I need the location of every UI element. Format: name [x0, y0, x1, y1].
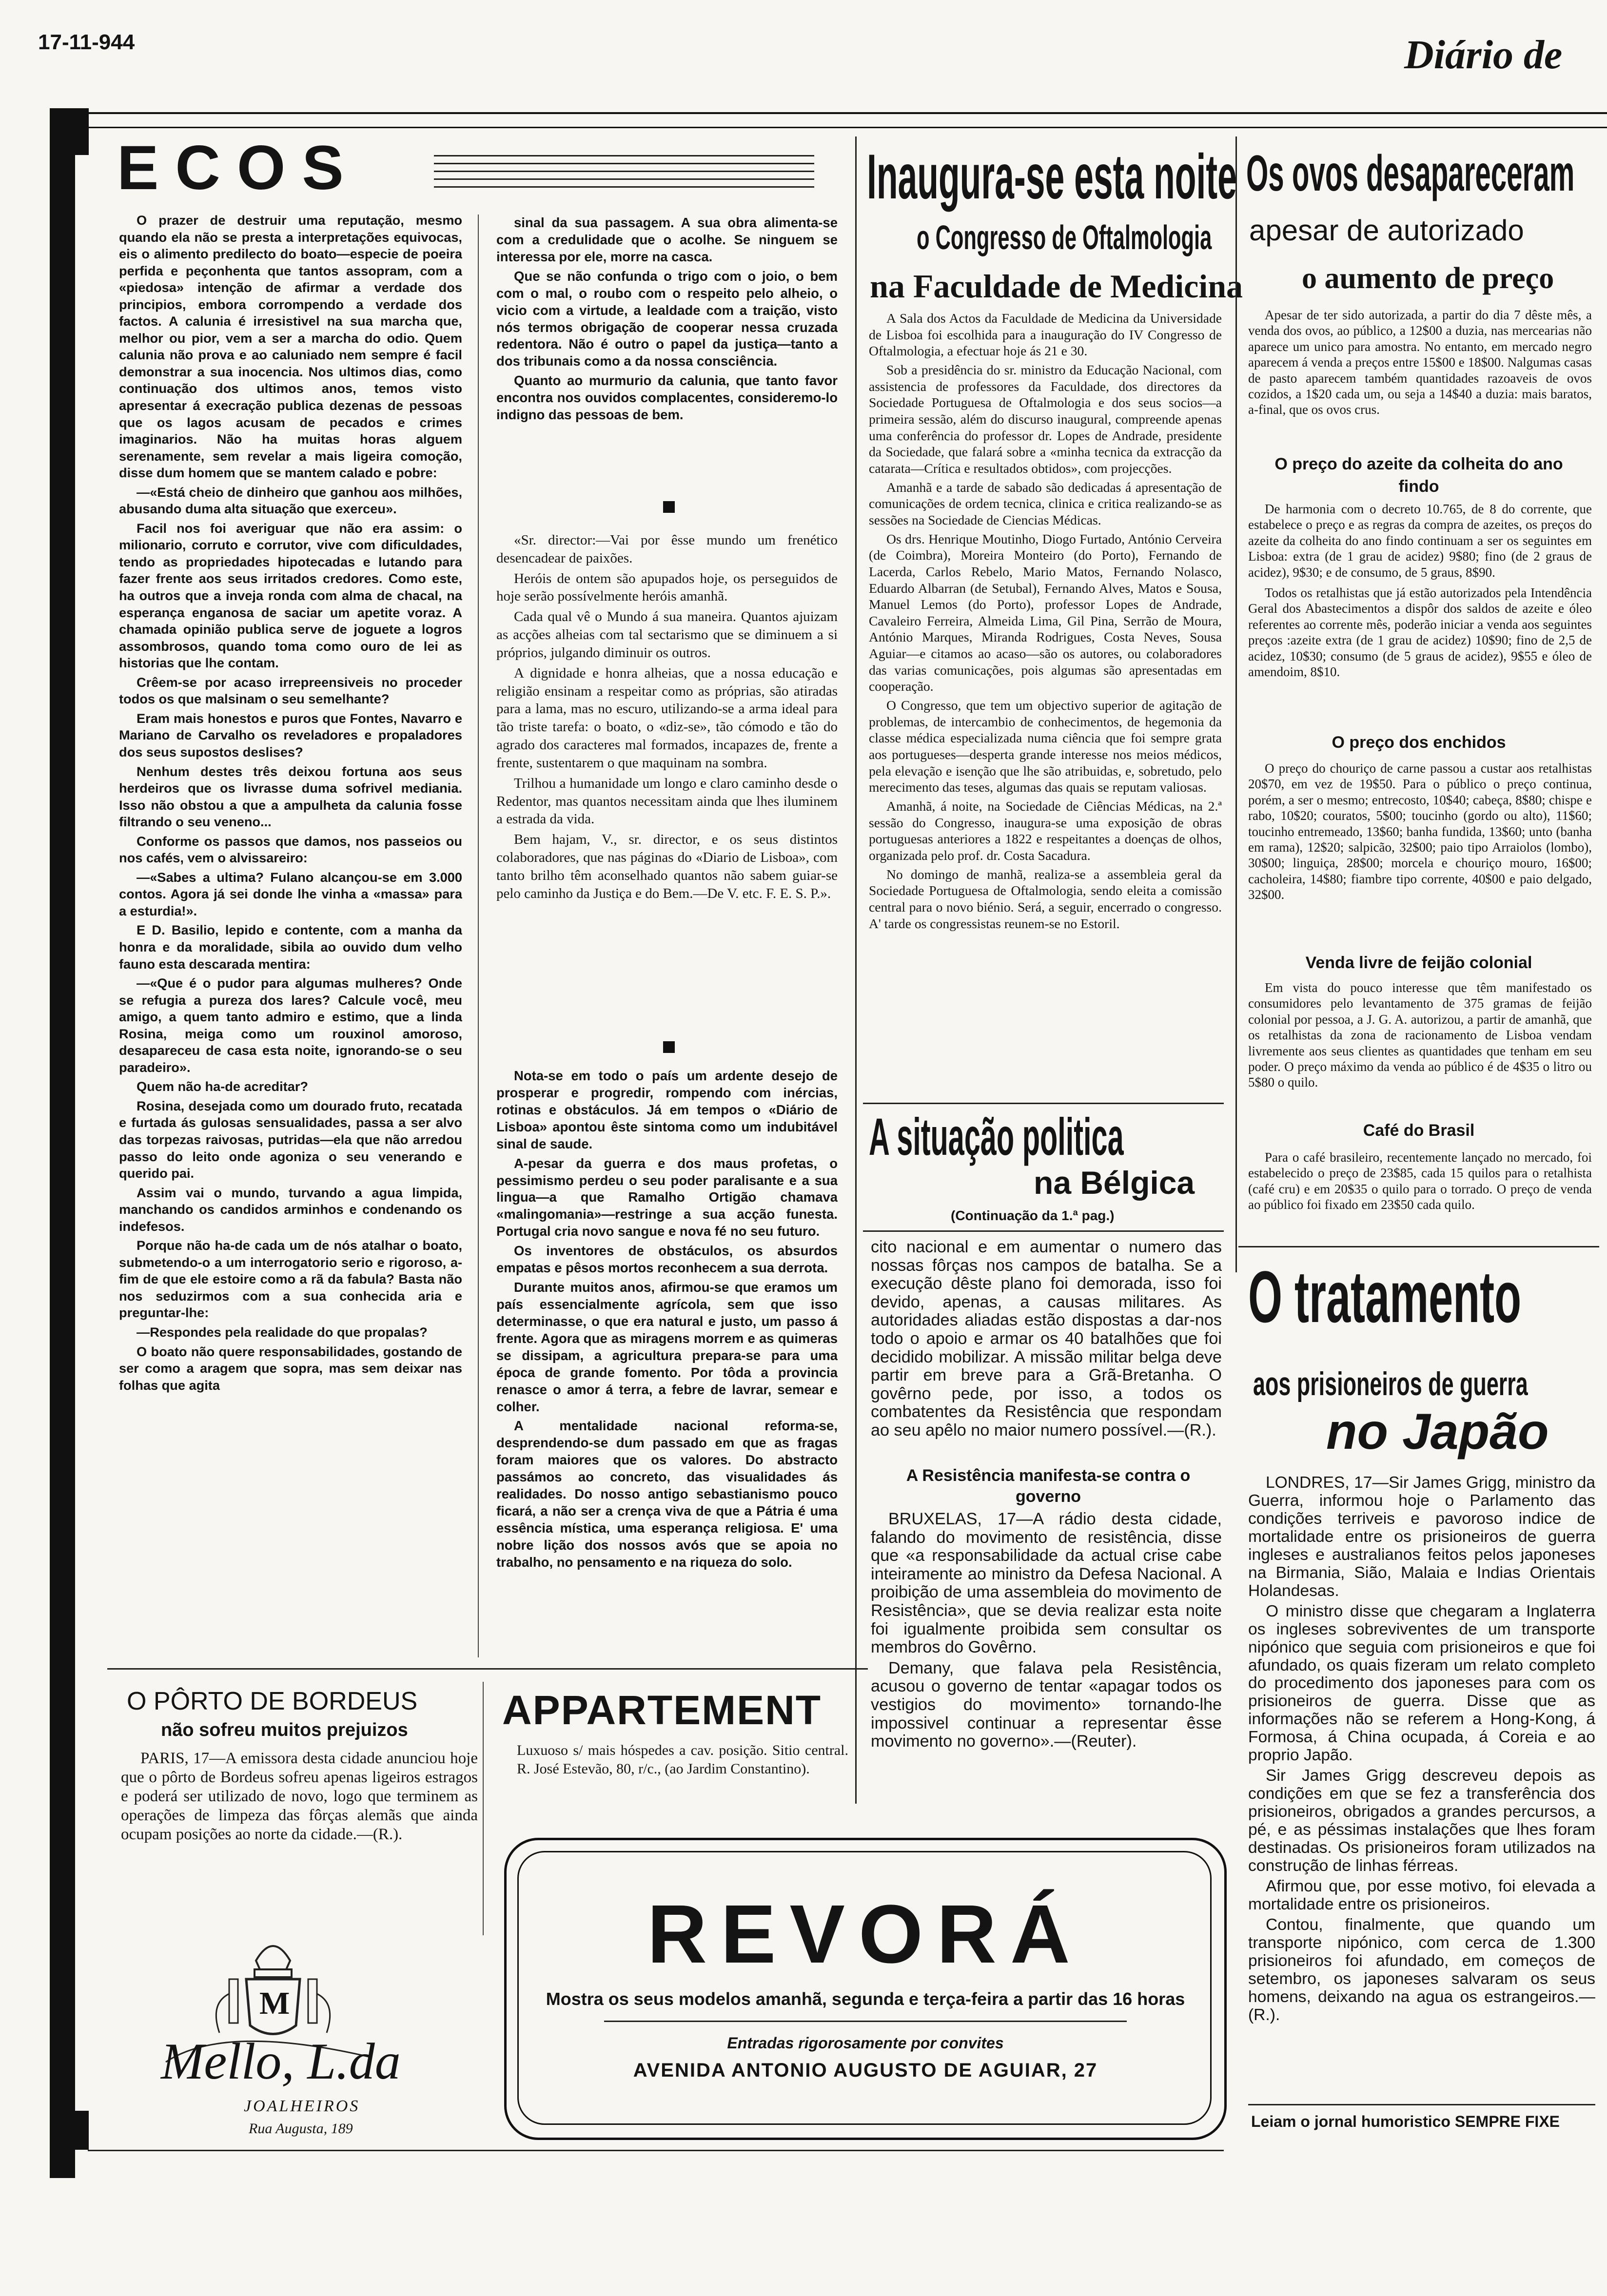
mello-address: Rua Augusta, 189: [249, 2121, 353, 2137]
ecos-separator-1: [663, 501, 675, 513]
azeite-heading: O preço do azeite da colheita do ano findo: [1274, 455, 1563, 496]
ecos-paragraph: Nota-se em todo o país um ardente desejo de prosperar e progredir, rompendo com inércias, rotinas e obstáculos. Já em tempos o «Diário de Lisboa» apontou êste sintoma como um indubitável sinal de saude.: [496, 1068, 838, 1151]
left-margin-block-top: [50, 108, 89, 155]
ecos-letter-paragraph: Cada qual vê o Mundo á sua maneira. Quantos ajuizam as acções alheias com tal sectarismo que se diminuem a si próprios, julgando diminuir os outros.: [496, 609, 838, 661]
congresso-paragraph: Amanhã e a tarde de sabado são dedicadas á apresentação de comunicações de ordem tecnica, clinica e critica realizando-se as sessões na Sociedade de Ciencias Médicas.: [869, 479, 1222, 527]
cafe-heading: Café do Brasil: [1363, 1121, 1475, 1140]
azeite-body-2: Todos os retalhistas que já estão autorizados pela Intendência Geral dos Abastecimentos a dispôr dos saldos de azeite e óleo referentes ao corrente mês, poderão iniciar a venda aos seguintes preços :azeite extra (de 1 grau de acidez) 10$90; fino de 2,5 de acidez, 10$30; consumo (de 5 graus de acidez), 9$55 e óleo de amendoim, 8$10.: [1248, 585, 1592, 679]
ecos-paragraph: Que se não confunda o trigo com o joio, o bem com o mal, o roubo com o respeito pelo alheio, o vicio com a virtude, a lealdade com a traição, visto nós termos obrigação de cooperar nessa cruzada redentora. Não é outro o papel da justiça—tanto a dos tribunais como a da nossa consciência.: [496, 268, 838, 369]
congresso-subheadline: o Congresso de Oftalmologia: [917, 218, 1212, 256]
ecos-paragraph: Quem não ha-de acreditar?: [137, 1079, 309, 1094]
ecos-paragraph: O prazer de destruir uma reputação, mesmo quando ela não se presta a interpretações equivocas, eis o alimento predilecto do boato—especie de poeira perfida e peçonhenta que tantos assopram, com a «piedosa» intenção de afirmar a verdade dos principios, embora corrompendo a verdade dos factos. A calunia é irresistivel na sua marcha que, melhor ou pior, vem a ser a marcha do odio. Quem calunia não prova e ao caluniado nem sempre é facil demonstrar a sua inocencia. Nos ultimos dias, como continuação dos ultimos anos, temos visto apresentar á execração publica dezenas de pessoas que os lagos acusam de pecados e crimes imaginarios. Não ha muitas horas alguem serenamente, sem revelar a mais ligeira comoção, disse dum homem que se mantem calado e pobre:: [119, 213, 462, 481]
ecos-letter-paragraph: Bem hajam, V., sr. director, e os seus distintos colaboradores, que nas páginas do «Diario de Lisboa», com tanto brilho têm aconselhado quantos não sabem guiar-se pelo caminho da Justiça e do Bem.—De V. etc. F. E. S. P.».: [496, 832, 838, 901]
ecos-letter-paragraph: Heróis de ontem são apupados hoje, os perseguidos de hoje serão possívelmente heróis amanhã.: [496, 570, 838, 604]
ecos-column-divider: [478, 214, 479, 1657]
masthead-rule-bottom: [54, 127, 1607, 128]
japao-paragraph: O ministro disse que chegaram a Inglaterra os ingleses sobreviventes de um transporte nipónico que seguia com prisioneiros e que foi afundado, os quais fizeram um relato completo do procedimento dos japoneses para com os prisioneiros de guerra. Disse que as informações não se referem a Hong-Kong, á Formosa, á China ocupada, á Coreia e ao proprio Japão.: [1248, 1602, 1595, 1765]
revora-line-1: Mostra os seus modelos amanhã, segunda e terça-feira a partir das 16 horas: [546, 1989, 1185, 2009]
ecos-paragraph: Durante muitos anos, afirmou-se que eramos um país essencialmente agrícola, sem que isso determinasse, o que era natural e justo, um passo á frente. Agora que as miragens morrem e as quimeras se dissipam, a agricultura prepara-se para uma época de grande fomento. Por tôda a provincia renasce o amor á terra, a febre de lavrar, semear e colher.: [496, 1280, 838, 1414]
belgica-headline: A situação politica: [869, 1107, 1124, 1166]
ecos-paragraph: Eram mais honestos e puros que Fontes, Navarro e Mariano de Carvalho os reveladores e propaladores dos seus supostos deslises?: [119, 710, 462, 759]
sempre-fixe-notice: Leiam o jornal humoristico SEMPRE FIXE: [1251, 2113, 1560, 2130]
ovos-subheadline-2: o aumento de preço: [1302, 262, 1554, 295]
ovos-subheadline: apesar de autorizado: [1249, 214, 1524, 247]
belgica-body-2: [871, 1510, 1222, 1822]
congresso-paragraph: A Sala dos Actos da Faculdade de Medicina da Universidade de Lisboa foi escolhida para a inauguração do IV Congresso de Oftalmologia, a efectuar hoje ás 21 e 30.: [869, 311, 1222, 359]
ecos-title-rules: [434, 155, 814, 188]
japao-paragraph: Sir James Grigg descreveu depois as condições em que se fez a transferência dos prisioneiros, obrigados a grandes percursos, a pé, e as péssimas instalações que lhes foram destinadas. Os prisioneiros foram utilizados na construção de linhas férreas.: [1248, 1767, 1595, 1875]
feijao-heading: Venda livre de feijão colonial: [1305, 953, 1532, 972]
belgica-paragraph: Demany, que falava pela Resistência, acusou o governo de tentar «apagar todos os vestigios do movimento» tornando-lhe impossivel continuar a representar êsse movimento no governo».—(Reuter).: [871, 1658, 1222, 1751]
enchidos-body: O preço do chouriço de carne passou a custar aos retalhistas 20$70, em vez de 19$50. Para o público o preço continua, porém, a ser o mesmo; entrecosto, 10$40; cabeça, 8$80; chispe e rabo, 10$20; couratos, 5$00; toucinho (gordo ou alto), 11$60; toucinho entremeado, 13$60; banha fundida, 13$60; unto (banha em rama), 12$20; salpicão, 32$00; paio tipo Arraiolos (lombo), 30$00; linguiça, 28$00; morcela e chouriço mouro, 16$00; cacholeira, 14$80; fiambre tipo corrente, 40$00 e paio delgado, 32$00.: [1248, 761, 1592, 902]
japao-paragraph: LONDRES, 17—Sir James Grigg, ministro da Guerra, informou hoje o Parlamento das condições terriveis e pavoroso indice de mortalidade entre os prisioneiros de guerra ingleses e australianos feitos pelos japoneses na Birmania, Sião, Malaia e Indias Orientais Holandesas.: [1248, 1474, 1595, 1600]
congresso-subheadline-2: na Faculdade de Medicina: [870, 268, 1243, 305]
enchidos-heading: O preço dos enchidos: [1332, 733, 1506, 752]
revora-rule: [604, 2021, 1127, 2022]
ecos-paragraph: E D. Basilio, lepido e contente, com a manha da honra e da moralidade, sibila ao ouvido dum velho fauno esta descarada mentira:: [119, 922, 462, 972]
congresso-bottom-rule: [863, 1103, 1224, 1104]
mello-jeweller-logo: [146, 1916, 400, 2150]
page-date: 17-11-944: [38, 30, 135, 54]
mello-name: Mello, L.da: [161, 2033, 401, 2090]
congresso-paragraph: Os drs. Henrique Moutinho, Diogo Furtado, António Cerveira (de Coimbra), Moreira Monteiro (do Porto), Fernando de Lacerda, Carlos Rebelo, Mario Matos, Fernando Nolasco, Eduardo Albarran (de Setubal), Fernando Alves, Matos e Sousa, Manuel Lemos (do Porto), professor Lopes de Andrade, Cavaleiro Ferreira, Almeida Lima, Gil Pina, Serrão de Moura, António Marques, Miranda Rodrigues, Costa Neves, Sousa Aguiar—e citamos ao acaso—são os autores, ou colaboradores das varias comunicações, pois algumas são apresentadas em cooperação.: [869, 531, 1222, 694]
revora-line-2: Entradas rigorosamente por convites: [727, 2034, 1004, 2052]
left-margin-block-bottom: [50, 2111, 89, 2150]
congresso-paragraph: No domingo de manhã, realiza-se a assembleia geral da Sociedade Portuguesa de Oftalmologia, sendo eleita a comissão central para o novo biénio. Será, a seguir, encerrado o congresso. A' tarde os congressistas reunem-se no Estoril.: [869, 866, 1222, 931]
belgica-subtitle: A Resistência manifesta-se contra o governo: [906, 1466, 1191, 1506]
appartement-body: Luxuoso s/ mais hóspedes a cav. posição. Sitio central. R. José Estevão, 80, r/c., (ao Jardim Constantino).: [517, 1742, 848, 1777]
porto-body: PARIS, 17—A emissora desta cidade anunciou hoje que o pôrto de Bordeus sofreu apenas ligeiros estragos e poderá ser utilizado de novo, logo que terminem as operações de limpeza das fôrças alemãs que ainda ocupam posições ao norte da cidade.—(R.).: [121, 1750, 478, 1843]
revora-title: REVORÁ: [647, 1888, 1084, 1981]
japao-paragraph: Afirmou que, por esse motivo, foi elevada a mortalidade entre os prisioneiros.: [1248, 1877, 1595, 1913]
ecos-separator-2: [663, 1041, 675, 1053]
ecos-paragraph: Crêem-se por acaso irrepreensiveis no proceder todos os que malsinam o seu semelhante?: [119, 674, 462, 707]
japao-top-rule: [1238, 1246, 1599, 1247]
revora-line-3: AVENIDA ANTONIO AUGUSTO DE AGUIAR, 27: [633, 2060, 1098, 2081]
belgica-headline-2: na Bélgica: [1034, 1165, 1195, 1201]
ecos-paragraph: —«Que é o pudor para algumas mulheres? Onde se refugia a pureza dos lares? Calcule você, meu amigo, a quem tanto admiro e estimo, que a linda Rosina, meiga como um rouxinol amoroso, desapareceu de casa esta noite, ignorando-se o seu paradeiro».: [119, 975, 462, 1075]
ecos-paragraph: sinal da sua passagem. A sua obra alimenta-se com a credulidade que o acolhe. Se ninguem se interessa por ele, morre na casca.: [496, 215, 838, 264]
ecos-paragraph: Facil nos foi averiguar que não era assim: o milionario, corruto e corrutor, vive com dificuldades, tendo as propriedades hipotecadas e lutando para fazer frente aos seus irritados credores. Como este, ha outros que a inveja ronda com alma de chacal, na esperança enganosa de saciar um apetite voraz. A chamada opinião publica serve de joguete a logros assombrosos, quando toma como ouro de lei as historias que lhe contam.: [119, 520, 462, 671]
ovos-headline: Os ovos desapareceram: [1246, 145, 1575, 202]
congresso-paragraph: Amanhã, á noite, na Sociedade de Ciências Médicas, na 2.ª sessão do Congresso, inaugura-se uma exposição de obras portuguesas anteriores a 1822 e respeitantes a doenças de olhos, organizada pelo prof. dr. Costa Sacadura.: [869, 798, 1222, 863]
footer-rule: [88, 2150, 1224, 2151]
ecos-paragraph: —«Está cheio de dinheiro que ganhou aos milhões, abusando duma alta situação que exerceu».: [119, 484, 462, 517]
ecos-column-2-bottom: [496, 1068, 838, 1657]
porto-subtitle: não sofreu muitos prejuizos: [161, 1720, 408, 1740]
belgica-body: cito nacional e em aumentar o numero das nossas fôrças nos campos de batalha. Se a execução dêste plano foi demorada, isso foi devido, apenas, a causas militares. As autoridades aliadas estão dispostas a dar-nos todo o apoio e armar os 40 batalhões que foi decidido mobilizar. A missão militar belga deve partir em breve para a Grã-Bretanha. O govêrno pede, por isso, a todos os combatentes da Resistência que respondam ao seu apêlo no maior numero possível.—(R.).: [871, 1238, 1222, 1440]
ecos-paragraph: O boato não quere responsabilidades, gostando de ser como a aragem que sopra, mas sem deixar nas folhas que agita: [119, 1343, 462, 1393]
congresso-headline: Inaugura-se esta noite: [867, 141, 1237, 212]
mello-monogram: M: [259, 1985, 290, 2021]
ecos-paragraph: A mentalidade nacional reforma-se, desprendendo-se dum passado em que as fragas foram maiores que os valores. Do abstracto passámos ao concreto, das visualidades ás realidades. Do nosso antigo sebastianismo pouco ficará, a não ser a crença viva de que a Pátria é uma essência mística, uma esperança religiosa. E' uma nobre lição dos nossos avós que se apoia no trabalho, no pensamento e na riqueza do solo.: [496, 1418, 838, 1570]
masthead-rule-top: [54, 112, 1607, 114]
ecos-letter-paragraph: A dignidade e honra alheias, que a nossa educação e religião ensinam a respeitar como as próprias, são atiradas para a lama, mas no escuro, utilizando-se a arma ideal para tão triste tarefa: o boato, o «diz-se», tão cómodo e tão do agrado dos caracteres mal formados, incapazes de, frente a frente, sustentarem o que maquinam na sombra.: [496, 665, 838, 771]
newspaper-title: Diário de: [1404, 32, 1563, 78]
ecos-paragraph: A-pesar da guerra e dos maus profetas, o pessimismo perdeu o seu poder paralisante e a sua lingua—a que Ramalho Ortigão chamava «malingomania»—restringe a sua acção funesta. Portugal cria novo sangue e nova fé no seu futuro.: [496, 1155, 838, 1239]
ecos-paragraph: Rosina, desejada como um dourado fruto, recatada e furtada ás gulosas sensualidades, passa a ser alvo das torpezas raivosas, putridas—ela que não arredou passo do leito onde agoniza o seu venerando e querido pai.: [119, 1098, 462, 1181]
ecos-letter: [496, 531, 838, 1038]
porto-divider: [483, 1682, 484, 1935]
japao-footer-rule: [1248, 2104, 1595, 2105]
congresso-body: [869, 310, 1222, 1105]
ecos-bottom-rule: [107, 1668, 868, 1670]
ecos-paragraph: Porque não ha-de cada um de nós atalhar o boato, submetendo-o a um interrogatorio serio e rigoroso, a-fim de que ele estoire como a rã da fabula? Basta não nos seduzirmos com a sua conhecida aria e preguntar-lhe:: [119, 1238, 462, 1321]
congresso-paragraph: O Congresso, que tem um objectivo superior de agitação de problemas, de intercambio de conhecimentos, de hegemonia da classe médica especializada numa ciência que foi sempre grata aos portugueses—desperta grande interesse nos meios médicos, pela elevação e isenção que lhe são atribuidas, e, sobretudo, pelo merecimento das teses, algumas das quais se reputam valiosas.: [869, 698, 1222, 795]
porto-title: O PÔRTO DE BORDEUS: [127, 1687, 418, 1715]
ecos-column-1: [119, 212, 462, 1653]
cafe-body: Para o café brasileiro, recentemente lançado no mercado, foi estabelecido o preço de 23$85, cada 15 quilos para o retalhista (café cru) e em 20$35 o quilo para o torrado. O preço de venda ao público foi fixado em 23$50 cada quilo.: [1248, 1150, 1592, 1212]
ecos-column-2-top: [496, 214, 838, 497]
congresso-paragraph: Sob a presidência do sr. ministro da Educação Nacional, com assistencia de professores da Faculdade, dos directores da Sociedade Portuguesa de Oftalmologia e dos seus socios—a primeira sessão, além do discurso inaugural, compreende apenas uma conferência do professor dr. Lopes de Andrade, presidente da Sociedade, que falará sobre a «minha tecnica da extracção da catarata—Crítica e resultados obtidos», com projecções.: [869, 362, 1222, 476]
japao-body: [1248, 1474, 1595, 2108]
japao-subheadline: aos prisioneiros de guerra: [1253, 1365, 1528, 1402]
appartement-title: APPARTEMENT: [502, 1687, 822, 1733]
japao-subheadline-2: no Japão: [1326, 1403, 1549, 1460]
ecos-paragraph: Os inventores de obstáculos, os absurdos empatas e pêsos mortos reconhecem a sua derrota.: [496, 1243, 838, 1276]
ecos-letter-paragraph: Trilhou a humanidade um longo e claro caminho desde o Redentor, mas quantos necessitam ainda que lhes iluminem a estrada da vida.: [496, 775, 838, 827]
ecos-paragraph: Quanto ao murmurio da calunia, que tanto favor encontra nos ouvidos complacentes, consideremo-lo indigno das pessoas de bem.: [496, 373, 838, 423]
ecos-letter-paragraph: «Sr. director:—Vai por êsse mundo um frenético desencadear de paixões.: [496, 532, 838, 566]
japao-paragraph: Contou, finalmente, que quando um transporte nipónico, com cerca de 1.300 prisioneiros foi afundado, em começos de setembro, os japoneses salvaram os seus homens, deixando na agua os estrangeiros.—(R.).: [1248, 1915, 1595, 2024]
japao-headline: O tratamento: [1248, 1256, 1522, 1338]
azeite-body: De harmonia com o decreto 10.765, de 8 do corrente, que estabelece o preço e as regras da compra de azeites, os preços do azeite da colheita do ano findo continuam a ser os seguintes em Lisboa: extra (de 1 grau de acidez) 9$80; fino (de 2 graus de acidez), 9$30; e de consumo, de 5 graus, 8$90.: [1248, 502, 1592, 580]
ovos-body: Apesar de ter sido autorizada, a partir do dia 7 dêste mês, a venda dos ovos, ao público, a 12$00 a duzia, nas mercearias não aparece um unico para amostra. No entanto, em mercado negro aparecem á venda a preços entre 15$00 e 18$00. Nalgumas casas de pasto aparecem também quantidades razoaveis de ovos cozidos, a 1$20 cada um, ou seja a 14$40 a duzia: mais baratos, a-final, que os ovos crus.: [1248, 308, 1592, 417]
ecos-paragraph: Conforme os passos que damos, nos passeios ou nos cafés, vem o alvissareiro:: [119, 833, 462, 866]
mello-trade: JOALHEIROS: [244, 2097, 360, 2115]
ecos-title: ECOS: [117, 133, 360, 203]
feijao-body: Em vista do pouco interesse que têm manifestado os consumidores pelo levantamento de 375 gramas de feijão colonial por pessoa, a J. G. A. autorizou, a partir de amanhã, que os retalhistas da zona de racionamento de Lisboa vendam livremente aos seus clientes as quantidades que tenham em seu poder. O preço máximo da venda ao público é de 4$35 o litro ou 5$80 o quilo.: [1248, 980, 1592, 1090]
belgica-paragraph: BRUXELAS, 17—A rádio desta cidade, falando do movimento de resistência, disse que «a responsabilidade da actual crise cabe inteiramente ao ministro da Defesa Nacional. A proibição de uma assembleia do movimento de Resistência», que se devia realizar esta noite foi igualmente proibida sem consultar os membros do Govêrno.: [871, 1510, 1222, 1657]
belgica-continuation: (Continuação da 1.ª pag.): [951, 1208, 1115, 1223]
ecos-paragraph: Assim vai o mundo, turvando a agua limpida, manchando os candidos arminhos e condenando os indefesos.: [119, 1185, 462, 1234]
congresso-left-rule: [855, 136, 857, 1804]
belgica-rule: [863, 1230, 1224, 1232]
ecos-paragraph: —Respondes pela realidade do que propalas?: [137, 1324, 428, 1340]
ecos-paragraph: —«Sabes a ultima? Fulano alcançou-se em 3.000 contos. Agora já sei donde lhe vinha a «massa» para a esturdia!».: [119, 869, 462, 918]
left-margin-bar: [50, 108, 75, 2178]
ovos-left-rule: [1235, 136, 1237, 1272]
revora-ad: [504, 1838, 1227, 2140]
ecos-paragraph: Nenhum destes três deixou fortuna aos seus herdeiros que os livrasse duma sofrivel mediania. Isso não obstou a que a ampulheta da calunia fosse filtrando o seu veneno...: [119, 763, 462, 830]
